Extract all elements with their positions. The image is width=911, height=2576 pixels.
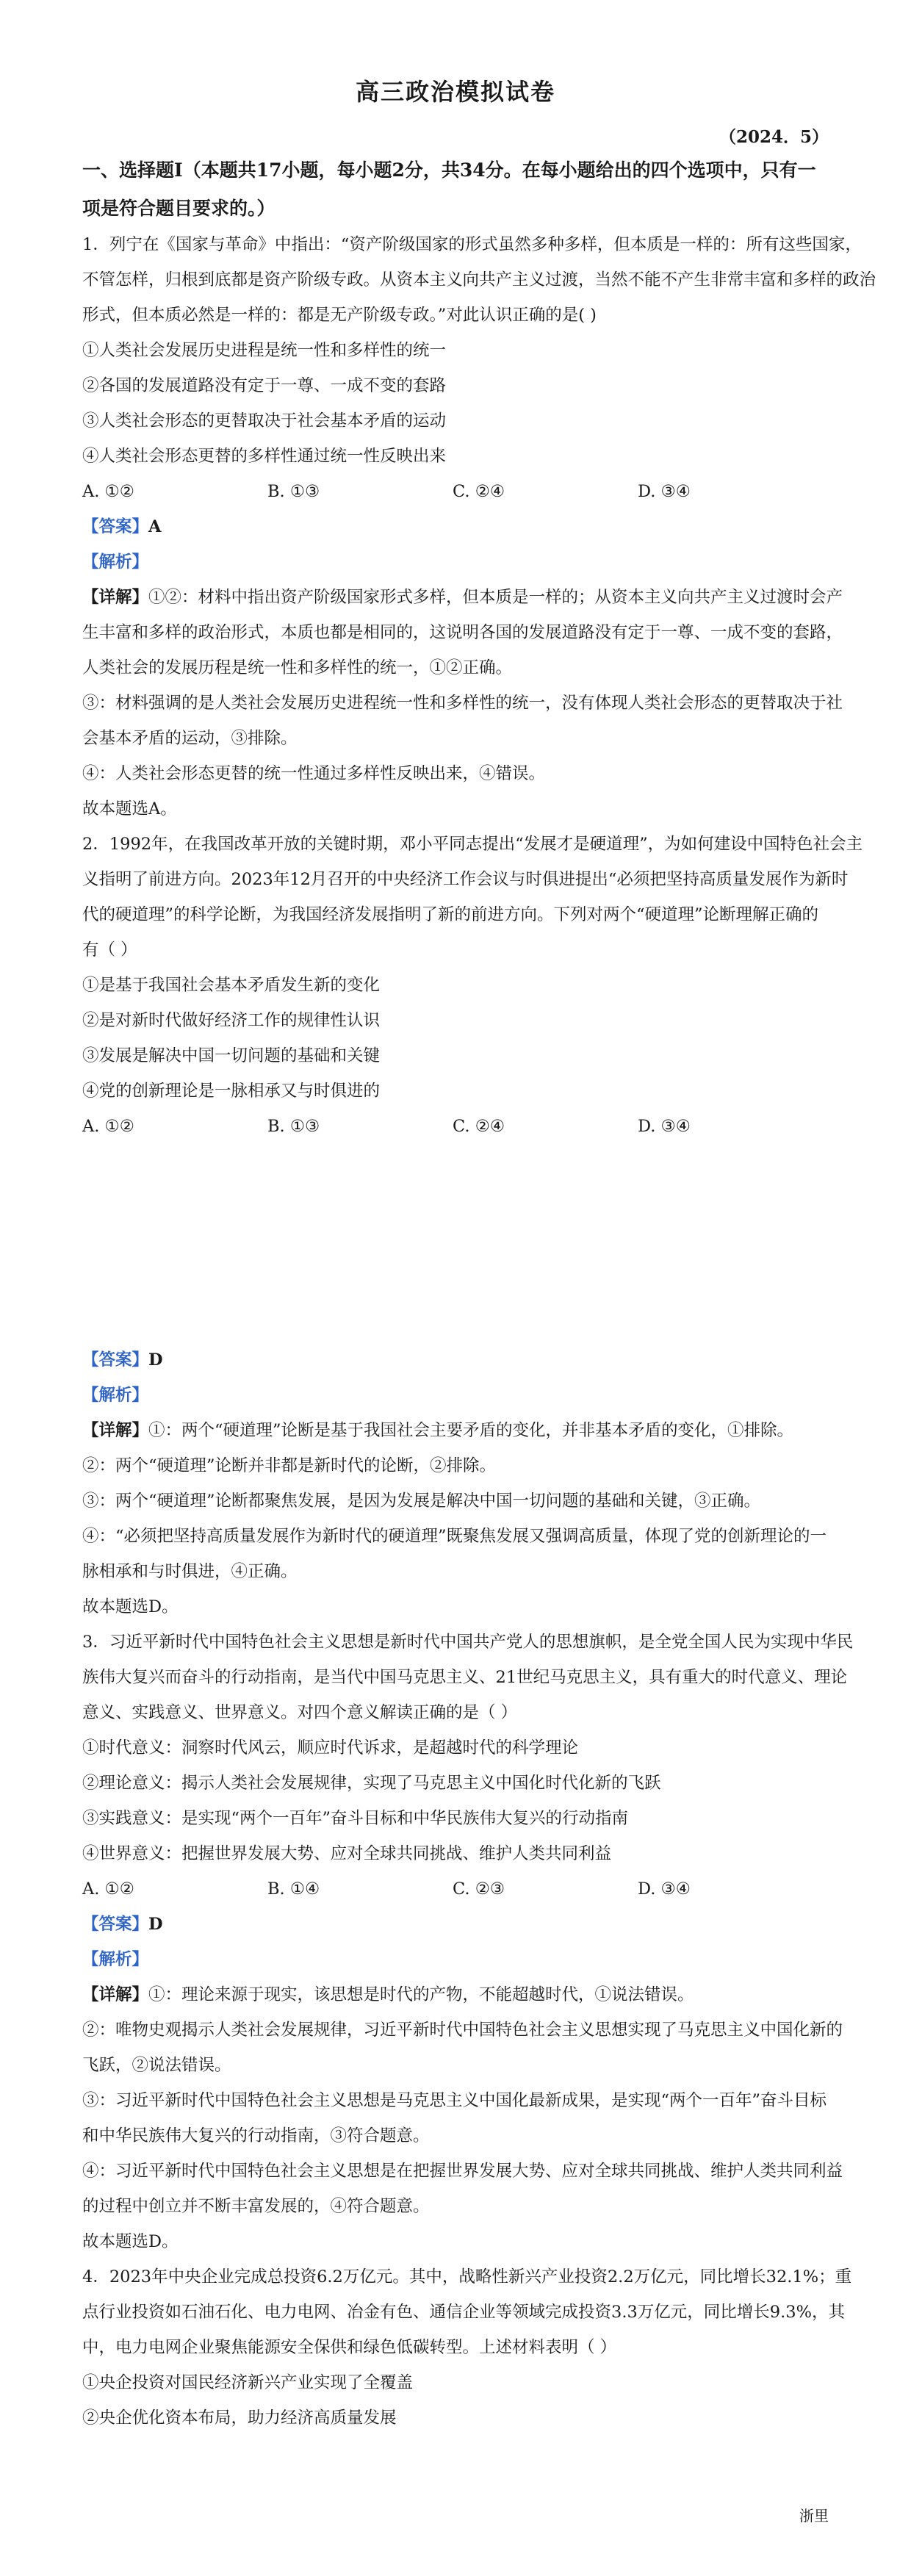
q1-option-a: A. ①② (82, 482, 134, 501)
page-title: 高三政治模拟试卷 (355, 78, 555, 106)
q3-stem-line: 3．习近平新时代中国特色社会主义思想是新时代中国共产党人的思想旗帜，是全党全国人民为实现中华民 (82, 1633, 854, 1652)
q4-statement: ①央企投资对国民经济新兴产业实现了全覆盖 (82, 2373, 414, 2392)
q3-option-d: D. ③④ (638, 1879, 691, 1899)
q2-option-a: A. ①② (82, 1117, 134, 1136)
q4-stem-line: 4．2023年中央企业完成总投资6.2万亿元。其中，战略性新兴产业投资2.2万亿元，同比增长32.1%；重 (82, 2267, 852, 2287)
q1-detail-text: ①②：材料中指出资产阶级国家形式多样，但本质是一样的；从资本主义向共产主义过渡时会产 (148, 588, 843, 607)
q2-detail-line (82, 1420, 793, 1442)
q1-detail-line: 人类社会的发展历程是统一性和多样性的统一，①②正确。 (82, 658, 513, 677)
q4-statement: ②央企优化资本布局，助力经济高质量发展 (82, 2408, 397, 2428)
analysis-tag: 【解析】 (82, 1950, 149, 1969)
q3-stem-line: 族伟大复兴而奋斗的行动指南，是当代中国马克思主义、21世纪马克思主义，具有重大的时代意义、理论 (82, 1668, 848, 1687)
q3-stem-line: 意义、实践意义、世界意义。对四个意义解读正确的是（ ） (82, 1703, 518, 1722)
q2-detail-line: 故本题选D。 (82, 1597, 179, 1616)
q1-statement: ①人类社会发展历史进程是统一性和多样性的统一 (82, 341, 447, 360)
answer-tag: 【答案】 (82, 517, 149, 536)
q1-detail-line: ③：材料强调的是人类社会发展历史进程统一性和多样性的统一，没有体现人类社会形态的更替取决于社 (82, 694, 843, 713)
q3-statement: ④世界意义：把握世界发展大势、应对全球共同挑战、维护人类共同利益 (82, 1844, 612, 1863)
q1-detail-line: 故本题选A。 (82, 799, 177, 819)
q3-detail-line: ④：习近平新时代中国特色社会主义思想是在把握世界发展大势、应对全球共同挑战、维护人类共同利益 (82, 2162, 843, 2181)
q1-option-c: C. ②④ (453, 482, 505, 501)
q3-analysis-tag (82, 1949, 148, 1971)
q3-option-c: C. ②③ (453, 1879, 505, 1899)
q1-detail-line (82, 586, 843, 608)
page-footer: 浙里 (799, 2507, 829, 2525)
q1-stem-line: 不管怎样，归根到底都是资产阶级专政。从资本主义向共产主义过渡，当然不能不产生非常丰富和多样的政治 (82, 270, 876, 289)
q2-analysis-tag (82, 1384, 148, 1406)
q2-stem-line: 2．1992年，在我国改革开放的关键时期，邓小平同志提出“发展才是硬道理”，为如何建设中国特色社会主 (82, 835, 863, 854)
q3-detail-line: 飞跃，②说法错误。 (82, 2056, 231, 2075)
q1-answer-value: A (148, 517, 162, 536)
q1-analysis-tag (82, 551, 148, 573)
q2-detail-line: ②：两个“硬道理”论断并非都是新时代的论断，②排除。 (82, 1456, 497, 1475)
section-heading: 一、选择题Ⅰ（本题共17小题，每小题2分，共34分。在每小题给出的四个选项中，只有一项是符合题目要求的。） (82, 159, 816, 219)
q2-statement: ④党的创新理论是一脉相承又与时俱进的 (82, 1082, 381, 1101)
detail-tag: 【详解】 (82, 588, 149, 607)
q1-statement: ③人类社会形态的更替取决于社会基本矛盾的运动 (82, 411, 447, 431)
q1-option-d: D. ③④ (638, 482, 691, 501)
q3-detail-line: ③：习近平新时代中国特色社会主义思想是马克思主义中国化最新成果，是实现“两个一百年”奋斗目标 (82, 2091, 827, 2110)
q2-statement: ②是对新时代做好经济工作的规律性认识 (82, 1011, 381, 1030)
q3-option-a: A. ①② (82, 1879, 134, 1899)
q2-stem-line: 义指明了前进方向。2023年12月召开的中央经济工作会议与时俱进提出“必须把坚持高质量发展作为新时 (82, 870, 849, 889)
q3-detail-line: 和中华民族伟大复兴的行动指南，③符合题意。 (82, 2126, 430, 2145)
q3-option-b: B. ①④ (267, 1879, 320, 1899)
exam-date: （2024．5） (719, 127, 829, 147)
q4-stem-line: 点行业投资如石油石化、电力电网、冶金有色、通信企业等领域完成投资3.3万亿元，同比增长9.3%，其 (82, 2303, 845, 2322)
q3-answer (82, 1913, 163, 1935)
answer-tag: 【答案】 (82, 1350, 149, 1370)
q1-statement: ②各国的发展道路没有定于一尊、一成不变的套路 (82, 376, 447, 395)
q3-detail-line: ②：唯物史观揭示人类社会发展规律，习近平新时代中国特色社会主义思想实现了马克思主义中国化新的 (82, 2021, 843, 2040)
analysis-tag: 【解析】 (82, 553, 149, 572)
q2-detail-line: 脉相承和与时俱进，④正确。 (82, 1562, 298, 1581)
q3-answer-value: D (148, 1915, 163, 1934)
q3-statement: ②理论意义：揭示人类社会发展规律，实现了马克思主义中国化时代化新的飞跃 (82, 1774, 661, 1793)
q3-statement: ③实践意义：是实现“两个一百年”奋斗目标和中华民族伟大复兴的行动指南 (82, 1809, 629, 1828)
q1-stem-line: 形式，但本质必然是一样的：都是无产阶级专政。”对此认识正确的是( ) (82, 306, 597, 325)
q1-statement: ④人类社会形态更替的多样性通过统一性反映出来 (82, 447, 447, 466)
q1-detail-line: 会基本矛盾的运动，③排除。 (82, 729, 298, 748)
q2-answer (82, 1349, 163, 1371)
q2-stem-line: 代的硬道理”的科学论断，为我国经济发展指明了新的前进方向。下列对两个“硬道理”论断理解正确的 (82, 905, 819, 924)
q1-stem-line: 1．列宁在《国家与革命》中指出：“资产阶级国家的形式虽然多种多样，但本质是一样的：所有这些国家， (82, 235, 862, 254)
q3-statement: ①时代意义：洞察时代风云，顺应时代诉求，是超越时代的科学理论 (82, 1738, 579, 1757)
q2-answer-value: D (148, 1350, 163, 1370)
q2-option-d: D. ③④ (638, 1117, 691, 1136)
q3-detail-line: 的过程中创立并不断丰富发展的，④符合题意。 (82, 2197, 430, 2216)
detail-tag: 【详解】 (82, 1421, 149, 1440)
q3-detail-line (82, 1984, 694, 2006)
detail-tag: 【详解】 (82, 1985, 149, 2004)
q2-detail-line: ④：“必须把坚持高质量发展作为新时代的硬道理”既聚焦发展又强调高质量，体现了党的创新理论的一 (82, 1527, 827, 1546)
answer-tag: 【答案】 (82, 1915, 149, 1934)
q2-detail-text: ①：两个“硬道理”论断是基于我国社会主要矛盾的变化，并非基本矛盾的变化，①排除。 (148, 1421, 794, 1440)
q2-statement: ③发展是解决中国一切问题的基础和关键 (82, 1046, 381, 1065)
q2-detail-line: ③：两个“硬道理”论断都聚焦发展，是因为发展是解决中国一切问题的基础和关键，③正确。 (82, 1492, 761, 1511)
q3-detail-text: ①：理论来源于现实，该思想是时代的产物，不能超越时代，①说法错误。 (148, 1985, 694, 2004)
analysis-tag: 【解析】 (82, 1386, 149, 1405)
q1-detail-line: 生丰富和多样的政治形式，本质也都是相同的，这说明各国的发展道路没有定于一尊、一成不变的套路， (82, 623, 843, 642)
q4-stem-line: 中，电力电网企业聚焦能源安全保供和绿色低碳转型。上述材料表明（ ） (82, 2338, 617, 2357)
q1-detail-line: ④：人类社会形态更替的统一性通过多样性反映出来，④错误。 (82, 764, 546, 783)
q3-detail-line: 故本题选D。 (82, 2232, 179, 2251)
q2-stem-line: 有（ ） (82, 940, 137, 960)
q2-option-c: C. ②④ (453, 1117, 505, 1136)
q2-option-b: B. ①③ (267, 1117, 320, 1136)
q2-statement: ①是基于我国社会基本矛盾发生新的变化 (82, 976, 381, 995)
q1-option-b: B. ①③ (267, 482, 320, 501)
q1-answer (82, 516, 161, 538)
